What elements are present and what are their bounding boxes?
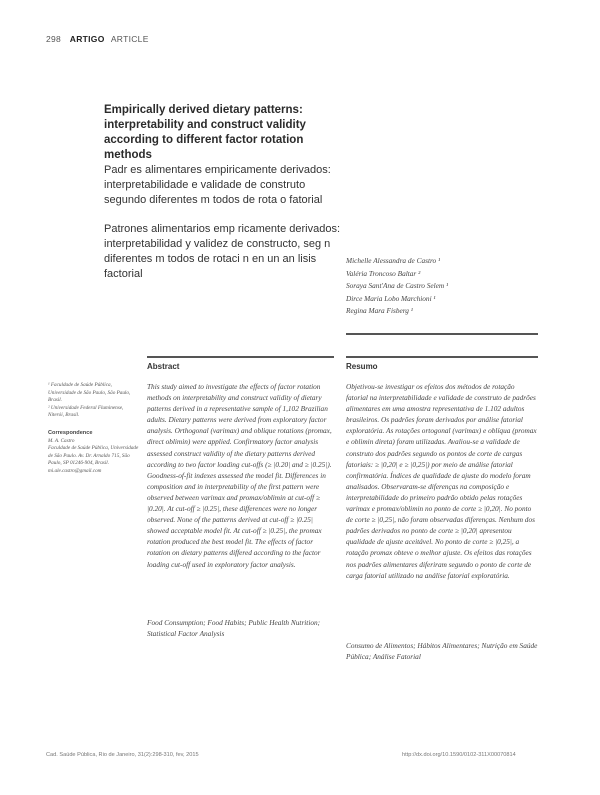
abstract-heading: Abstract xyxy=(147,362,180,371)
section-label-pt: ARTIGO xyxy=(69,34,105,44)
resumo-heading: Resumo xyxy=(346,362,378,371)
title-english: Empirically derived dietary patterns: interpretability and construct validity according to different factor rotation methods xyxy=(104,104,306,161)
affiliations xyxy=(48,382,140,476)
section-label-en: ARTICLE xyxy=(110,34,149,44)
title-portuguese: Padr es alimentares empiricamente derivados: interpretabilidade e validade de construto segundo diferentes m todos de rota o fatorial xyxy=(104,164,331,206)
author-list xyxy=(346,255,546,318)
page-header xyxy=(46,34,149,44)
author-name: Valéria Troncoso Baltar ² xyxy=(346,268,421,278)
author-name: Soraya Sant'Ana de Castro Selem ¹ xyxy=(346,281,449,290)
journal-citation: Cad. Saúde Pública, Rio de Janeiro, 31(2):298-310, fev, 2015 xyxy=(46,752,199,758)
page-number: 298 xyxy=(46,34,62,44)
abstract-text: This study aimed to investigate the effects of factor rotation methods on interpretability and construct validity of dietary patterns derived in a representative sample of 1,102 Brazilian adults. Dietary patterns were derived from exploratory factor analysis. Orthogonal (varimax) and oblique rotations (promax, direct oblimin) were applied. Confirmatory factor analysis assessed construct validity of the dietary patterns derived according to two factor loading cut-offs (≥ |0.20| and ≥ |0.25|). Goodness-of-fit indexes assessed the model fit. Differences in composition and in interpretability of the first pattern were observed between varimax and promax/oblimin at cut-off ≥ |0.20|. At cut-off ≥ |0.25|, these differences were no longer observed. None of the patterns derived at cut-off ≥ |0.25| showed acceptable model fit. At cut-off ≥ |0.25|, the promax rotation produced the best model fit. The effects of factor rotation on dietary patterns differed according to the factor loading cut-off used in exploratory factor analysis. xyxy=(147,382,332,569)
doi-link[interactable]: http://dx.doi.org/10.1590/0102-311X00070814 xyxy=(402,752,516,758)
resumo-keywords: Consumo de Alimentos; Hábitos Alimentares; Nutrição em Saúde Pública; Análise Fatorial xyxy=(346,641,538,661)
resumo-text: Objetivou-se investigar os efeitos dos métodos de rotação fatorial na interpretabilidade e validade de construto de padrões alimentares em uma amostra representativa de 1.102 adultos brasileiros. Os padrões foram derivados por análise fatorial exploratória. As rotações ortogonal (varimax) e oblíqua (promax e oblimin direta) foram utilizadas. Avaliou-se a validade de construto dos padrões segundo os pontos de corte de cargas fatoriais: ≥ |0,20| e ≥ |0,25|) por meio de análise fatorial confirmatória. Índices de qualidade de ajuste do modelo foram analisados. Observaram-se diferenças na composição e interpretabilidade do primeiro padrão obtido pelas rotações varimax e promax/oblimin no ponto de corte ≥ |0,20|. No ponto de corte ≥ |0,25|, não foram observadas diferenças. Nenhum dos padrões derivados no ponto de corte ≥ |0,20| apresentou qualidade de ajuste aceitável. No ponto de corte ≥ |0,25|, a rotação promax obteve o melhor ajuste. Os efeitos das rotações nos padrões alimentares diferiram segundo o ponto de corte de carga fatorial utilizado na análise fatorial exploratória. xyxy=(346,382,537,580)
author-divider xyxy=(346,333,538,335)
affiliation-1: ¹ Faculdade de Saúde Pública, Universidade de São Paulo, São Paulo, Brasil. xyxy=(48,382,131,404)
abstract-rule xyxy=(147,356,334,358)
correspondence-name: M. A. Castro xyxy=(48,437,75,444)
title-spanish: Patrones alimentarios emp ricamente derivados: interpretabilidad y validez de constructo, seg n diferentes m todos de rotaci n en un an lisis factorial xyxy=(104,223,341,280)
author-name: Dirce Maria Lobo Marchioni ¹ xyxy=(346,293,436,303)
correspondence-address: Faculdade de Saúde Pública, Universidade de São Paulo. Av. Dr. Arnaldo 715, São Paulo, SP 01246-904, Brasil. mi.ale.castro@gmail.com xyxy=(48,445,139,474)
affiliation-2: ² Universidade Federal Fluminense, Niterói, Brasil. xyxy=(48,404,124,419)
author-name: Michelle Alessandra de Castro ¹ xyxy=(346,256,441,265)
resumo-rule xyxy=(346,356,538,358)
abstract-keywords: Food Consumption; Food Habits; Public Health Nutrition; Statistical Factor Analysis xyxy=(147,618,321,638)
author-name: Regina Mara Fisberg ¹ xyxy=(346,306,413,315)
correspondence-title: Correspondence xyxy=(48,429,93,436)
